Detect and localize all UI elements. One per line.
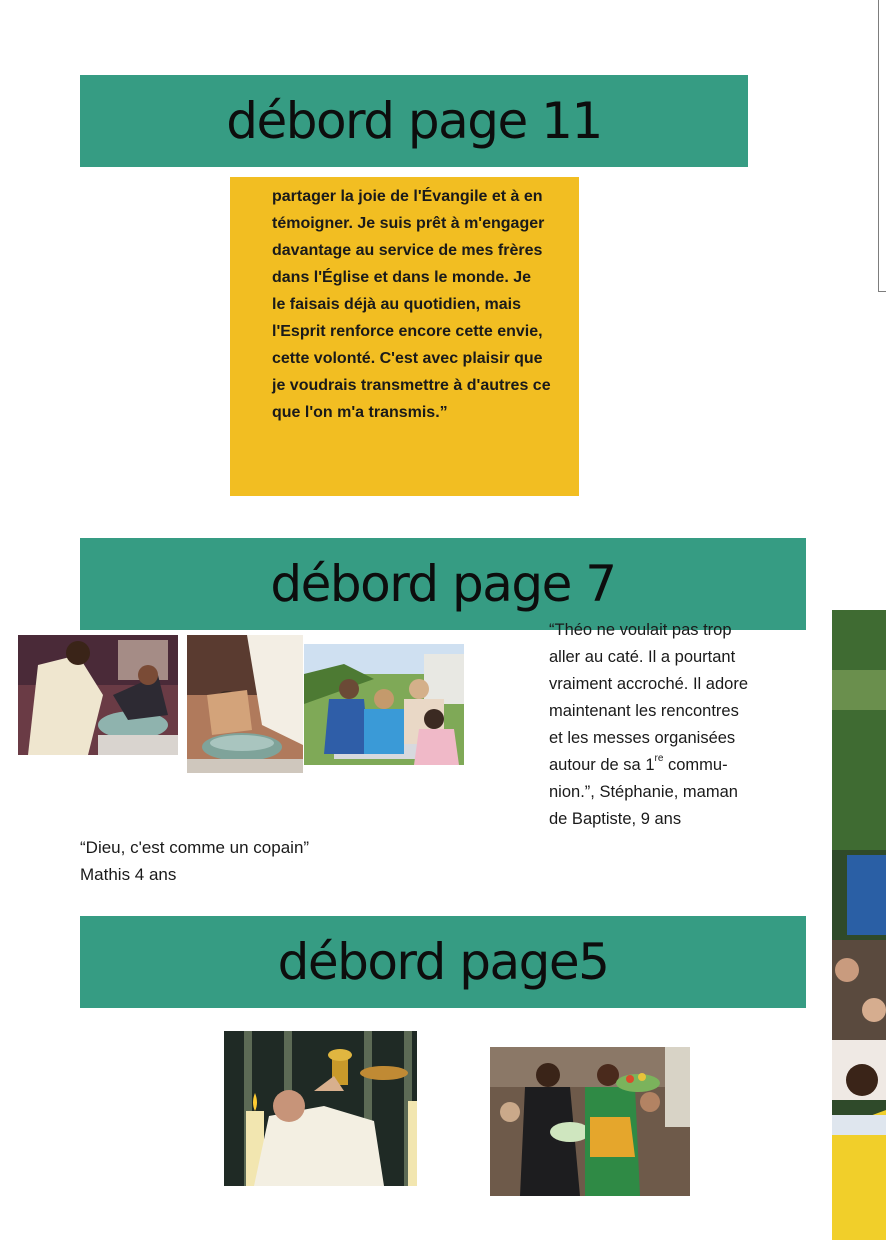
frame-border-horizontal <box>878 291 886 292</box>
superscript-re: re <box>654 753 664 764</box>
section-banner-page-5 <box>80 916 806 1008</box>
banner-title: débord page5 <box>277 933 609 991</box>
banner-title: débord page 7 <box>270 555 616 613</box>
baptism-priest-photo <box>18 635 178 755</box>
priest-chalice-photo <box>224 1031 417 1186</box>
mathis-quote: “Dieu, c'est comme un copain” Mathis 4 ans <box>80 838 310 884</box>
section-banner-page-11 <box>80 75 748 167</box>
frame-border-vertical <box>878 0 879 292</box>
banner-title: débord page 11 <box>226 92 602 150</box>
crowd-procession-photo <box>832 610 886 1240</box>
offertory-procession-photo <box>490 1047 690 1196</box>
yellow-box-text: partager la joie de l'Évangile et à en témoigner. Je suis prêt à m'engager davantage au service de mes frères dans l'Église et dans le monde. Je le faisais déjà au quotidien, mais l'Esprit renforce encore cette envie, cette volonté. C'est avec plaisir que je voudrais transmettre à d'autres ce que l'on m'a transmis.” <box>272 188 551 421</box>
baptism-bowl-photo <box>187 635 303 773</box>
theo-quote-part1: “Théo ne voulait pas trop aller au caté. Il a pourtant vraiment accroché. Il adore maintenant les rencontres et les messes organisées autour de sa 1 <box>549 621 749 774</box>
theo-quote-part2: commu- nion.”, Stéphanie, maman de Baptiste, 9 ans <box>549 756 738 828</box>
yellow-quote-box <box>230 177 579 496</box>
children-catechism-photo <box>304 644 464 765</box>
theo-quote <box>549 617 764 833</box>
